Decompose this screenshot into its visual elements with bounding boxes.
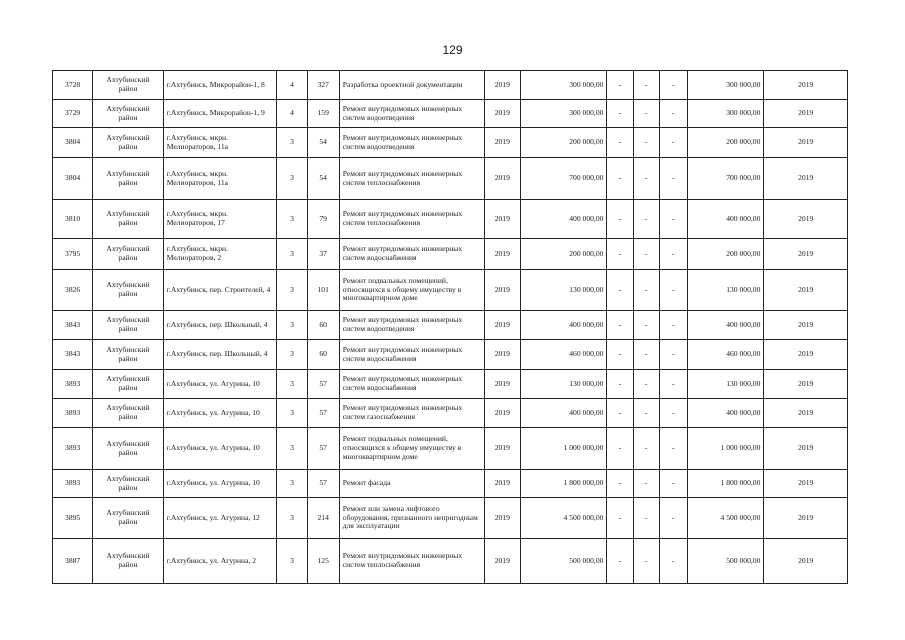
funding-a-cell: - bbox=[607, 158, 633, 200]
table-row bbox=[53, 71, 848, 100]
funding-b-cell: - bbox=[633, 428, 659, 470]
total-cost-cell: 1 800 000,00 bbox=[687, 470, 763, 498]
table-row bbox=[53, 311, 848, 340]
apartments-cell: 327 bbox=[307, 71, 339, 100]
table-row bbox=[53, 270, 848, 311]
table-row bbox=[53, 158, 848, 200]
cost-cell: 400 000,00 bbox=[520, 200, 607, 239]
work-type-cell: Ремонт внутридомовых инженерных систем водоснабжения bbox=[339, 239, 484, 270]
district-cell: Ахтубинский район bbox=[93, 71, 163, 100]
completion-year-cell: 2019 bbox=[764, 539, 848, 584]
funding-c-cell: - bbox=[659, 158, 687, 200]
district-cell: Ахтубинский район bbox=[93, 470, 163, 498]
apartments-cell: 125 bbox=[307, 539, 339, 584]
completion-year-cell: 2019 bbox=[764, 270, 848, 311]
total-cost-cell: 500 000,00 bbox=[687, 539, 763, 584]
completion-year-cell: 2019 bbox=[764, 71, 848, 100]
cost-cell: 300 000,00 bbox=[520, 100, 607, 128]
funding-b-cell: - bbox=[633, 470, 659, 498]
completion-year-cell: 2019 bbox=[764, 239, 848, 270]
apartments-cell: 57 bbox=[307, 428, 339, 470]
funding-a-cell: - bbox=[607, 128, 633, 158]
table-row bbox=[53, 428, 848, 470]
cost-cell: 200 000,00 bbox=[520, 128, 607, 158]
address-cell: г.Ахтубинск, пер. Строителей, 4 bbox=[163, 270, 277, 311]
work-type-cell: Ремонт внутридомовых инженерных систем теплоснабжения bbox=[339, 158, 484, 200]
funding-b-cell: - bbox=[633, 370, 659, 399]
row-id-cell: 3887 bbox=[53, 539, 93, 584]
row-id-cell: 3826 bbox=[53, 270, 93, 311]
table-row bbox=[53, 128, 848, 158]
district-cell: Ахтубинский район bbox=[93, 100, 163, 128]
year-cell: 2019 bbox=[484, 200, 520, 239]
apartments-cell: 101 bbox=[307, 270, 339, 311]
funding-a-cell: - bbox=[607, 340, 633, 370]
row-id-cell: 3893 bbox=[53, 428, 93, 470]
total-cost-cell: 400 000,00 bbox=[687, 200, 763, 239]
funding-a-cell: - bbox=[607, 200, 633, 239]
completion-year-cell: 2019 bbox=[764, 158, 848, 200]
address-cell: г.Ахтубинск, Микрорайон-1, 8 bbox=[163, 71, 277, 100]
work-type-cell: Ремонт внутридомовых инженерных систем водоотведения bbox=[339, 128, 484, 158]
work-type-cell: Разработка проектной документации bbox=[339, 71, 484, 100]
year-cell: 2019 bbox=[484, 158, 520, 200]
apartments-cell: 79 bbox=[307, 200, 339, 239]
address-cell: г.Ахтубинск, мкрн. Мелиораторов, 11а bbox=[163, 158, 277, 200]
table-row bbox=[53, 399, 848, 428]
funding-c-cell: - bbox=[659, 498, 687, 539]
apartments-cell: 54 bbox=[307, 128, 339, 158]
table-row bbox=[53, 539, 848, 584]
funding-b-cell: - bbox=[633, 158, 659, 200]
address-cell: г.Ахтубинск, ул. Агурина, 2 bbox=[163, 539, 277, 584]
year-cell: 2019 bbox=[484, 311, 520, 340]
address-cell: г.Ахтубинск, пер. Школьный, 4 bbox=[163, 311, 277, 340]
address-cell: г.Ахтубинск, ул. Агурина, 10 bbox=[163, 470, 277, 498]
table-row bbox=[53, 340, 848, 370]
district-cell: Ахтубинский район bbox=[93, 200, 163, 239]
total-cost-cell: 1 000 000,00 bbox=[687, 428, 763, 470]
total-cost-cell: 200 000,00 bbox=[687, 128, 763, 158]
floors-cell: 3 bbox=[277, 158, 307, 200]
district-cell: Ахтубинский район bbox=[93, 311, 163, 340]
year-cell: 2019 bbox=[484, 470, 520, 498]
row-id-cell: 3895 bbox=[53, 498, 93, 539]
year-cell: 2019 bbox=[484, 71, 520, 100]
work-type-cell: Ремонт внутридомовых инженерных систем водоотведения bbox=[339, 311, 484, 340]
year-cell: 2019 bbox=[484, 128, 520, 158]
table-row bbox=[53, 370, 848, 399]
district-cell: Ахтубинский район bbox=[93, 340, 163, 370]
floors-cell: 3 bbox=[277, 498, 307, 539]
table-row bbox=[53, 470, 848, 498]
completion-year-cell: 2019 bbox=[764, 100, 848, 128]
repair-program-table bbox=[52, 70, 848, 584]
district-cell: Ахтубинский район bbox=[93, 539, 163, 584]
completion-year-cell: 2019 bbox=[764, 498, 848, 539]
row-id-cell: 3843 bbox=[53, 340, 93, 370]
address-cell: г.Ахтубинск, Микрорайон-1, 9 bbox=[163, 100, 277, 128]
completion-year-cell: 2019 bbox=[764, 428, 848, 470]
total-cost-cell: 130 000,00 bbox=[687, 270, 763, 311]
total-cost-cell: 300 000,00 bbox=[687, 100, 763, 128]
row-id-cell: 3843 bbox=[53, 311, 93, 340]
district-cell: Ахтубинский район bbox=[93, 370, 163, 399]
funding-a-cell: - bbox=[607, 270, 633, 311]
funding-b-cell: - bbox=[633, 270, 659, 311]
apartments-cell: 37 bbox=[307, 239, 339, 270]
row-id-cell: 3893 bbox=[53, 370, 93, 399]
address-cell: г.Ахтубинск, ул. Агурина, 10 bbox=[163, 399, 277, 428]
floors-cell: 4 bbox=[277, 100, 307, 128]
cost-cell: 130 000,00 bbox=[520, 370, 607, 399]
floors-cell: 3 bbox=[277, 340, 307, 370]
apartments-cell: 57 bbox=[307, 470, 339, 498]
funding-a-cell: - bbox=[607, 399, 633, 428]
apartments-cell: 57 bbox=[307, 399, 339, 428]
district-cell: Ахтубинский район bbox=[93, 158, 163, 200]
funding-c-cell: - bbox=[659, 399, 687, 428]
year-cell: 2019 bbox=[484, 239, 520, 270]
completion-year-cell: 2019 bbox=[764, 340, 848, 370]
apartments-cell: 54 bbox=[307, 158, 339, 200]
cost-cell: 400 000,00 bbox=[520, 399, 607, 428]
funding-b-cell: - bbox=[633, 71, 659, 100]
funding-b-cell: - bbox=[633, 100, 659, 128]
total-cost-cell: 460 000,00 bbox=[687, 340, 763, 370]
address-cell: г.Ахтубинск, ул. Агурина, 12 bbox=[163, 498, 277, 539]
floors-cell: 3 bbox=[277, 470, 307, 498]
year-cell: 2019 bbox=[484, 498, 520, 539]
funding-b-cell: - bbox=[633, 311, 659, 340]
floors-cell: 3 bbox=[277, 428, 307, 470]
row-id-cell: 3729 bbox=[53, 100, 93, 128]
cost-cell: 400 000,00 bbox=[520, 311, 607, 340]
funding-c-cell: - bbox=[659, 71, 687, 100]
completion-year-cell: 2019 bbox=[764, 311, 848, 340]
work-type-cell: Ремонт или замена лифтового оборудования, признанного непригодным для эксплуатации bbox=[339, 498, 484, 539]
funding-c-cell: - bbox=[659, 311, 687, 340]
funding-c-cell: - bbox=[659, 128, 687, 158]
address-cell: г.Ахтубинск, мкрн. Мелиораторов, 2 bbox=[163, 239, 277, 270]
address-cell: г.Ахтубинск, мкрн. Мелиораторов, 11а bbox=[163, 128, 277, 158]
floors-cell: 3 bbox=[277, 399, 307, 428]
funding-b-cell: - bbox=[633, 340, 659, 370]
total-cost-cell: 200 000,00 bbox=[687, 239, 763, 270]
district-cell: Ахтубинский район bbox=[93, 270, 163, 311]
total-cost-cell: 300 000,00 bbox=[687, 71, 763, 100]
funding-a-cell: - bbox=[607, 100, 633, 128]
funding-c-cell: - bbox=[659, 200, 687, 239]
funding-c-cell: - bbox=[659, 100, 687, 128]
table-row bbox=[53, 100, 848, 128]
floors-cell: 3 bbox=[277, 239, 307, 270]
work-type-cell: Ремонт внутридомовых инженерных систем водоотведения bbox=[339, 100, 484, 128]
funding-c-cell: - bbox=[659, 239, 687, 270]
floors-cell: 3 bbox=[277, 370, 307, 399]
address-cell: г.Ахтубинск, пер. Школьный, 4 bbox=[163, 340, 277, 370]
apartments-cell: 60 bbox=[307, 340, 339, 370]
funding-a-cell: - bbox=[607, 498, 633, 539]
total-cost-cell: 400 000,00 bbox=[687, 311, 763, 340]
work-type-cell: Ремонт внутридомовых инженерных систем газоснабжения bbox=[339, 399, 484, 428]
district-cell: Ахтубинский район bbox=[93, 498, 163, 539]
row-id-cell: 3804 bbox=[53, 158, 93, 200]
funding-a-cell: - bbox=[607, 71, 633, 100]
funding-c-cell: - bbox=[659, 370, 687, 399]
funding-c-cell: - bbox=[659, 470, 687, 498]
cost-cell: 130 000,00 bbox=[520, 270, 607, 311]
completion-year-cell: 2019 bbox=[764, 370, 848, 399]
work-type-cell: Ремонт внутридомовых инженерных систем теплоснабжения bbox=[339, 200, 484, 239]
district-cell: Ахтубинский район bbox=[93, 128, 163, 158]
cost-cell: 300 000,00 bbox=[520, 71, 607, 100]
row-id-cell: 3893 bbox=[53, 470, 93, 498]
funding-c-cell: - bbox=[659, 428, 687, 470]
cost-cell: 1 800 000,00 bbox=[520, 470, 607, 498]
completion-year-cell: 2019 bbox=[764, 470, 848, 498]
funding-b-cell: - bbox=[633, 498, 659, 539]
table-row bbox=[53, 200, 848, 239]
year-cell: 2019 bbox=[484, 270, 520, 311]
year-cell: 2019 bbox=[484, 399, 520, 428]
funding-c-cell: - bbox=[659, 539, 687, 584]
work-type-cell: Ремонт подвальных помещений, относящихся к общему имуществу в многоквартирном доме bbox=[339, 428, 484, 470]
floors-cell: 3 bbox=[277, 128, 307, 158]
funding-b-cell: - bbox=[633, 128, 659, 158]
floors-cell: 4 bbox=[277, 71, 307, 100]
funding-b-cell: - bbox=[633, 239, 659, 270]
total-cost-cell: 4 500 000,00 bbox=[687, 498, 763, 539]
row-id-cell: 3795 bbox=[53, 239, 93, 270]
apartments-cell: 57 bbox=[307, 370, 339, 399]
work-type-cell: Ремонт внутридомовых инженерных систем водоснабжения bbox=[339, 340, 484, 370]
table-row bbox=[53, 239, 848, 270]
floors-cell: 3 bbox=[277, 200, 307, 239]
row-id-cell: 3728 bbox=[53, 71, 93, 100]
funding-a-cell: - bbox=[607, 470, 633, 498]
completion-year-cell: 2019 bbox=[764, 128, 848, 158]
work-type-cell: Ремонт фасада bbox=[339, 470, 484, 498]
year-cell: 2019 bbox=[484, 370, 520, 399]
funding-a-cell: - bbox=[607, 428, 633, 470]
floors-cell: 3 bbox=[277, 539, 307, 584]
year-cell: 2019 bbox=[484, 340, 520, 370]
district-cell: Ахтубинский район bbox=[93, 399, 163, 428]
page-number: 129 bbox=[442, 43, 463, 57]
funding-b-cell: - bbox=[633, 399, 659, 428]
funding-b-cell: - bbox=[633, 200, 659, 239]
address-cell: г.Ахтубинск, ул. Агурина, 10 bbox=[163, 370, 277, 399]
apartments-cell: 214 bbox=[307, 498, 339, 539]
apartments-cell: 60 bbox=[307, 311, 339, 340]
completion-year-cell: 2019 bbox=[764, 200, 848, 239]
row-id-cell: 3810 bbox=[53, 200, 93, 239]
cost-cell: 500 000,00 bbox=[520, 539, 607, 584]
cost-cell: 1 000 000,00 bbox=[520, 428, 607, 470]
district-cell: Ахтубинский район bbox=[93, 428, 163, 470]
funding-a-cell: - bbox=[607, 539, 633, 584]
funding-a-cell: - bbox=[607, 239, 633, 270]
total-cost-cell: 130 000,00 bbox=[687, 370, 763, 399]
floors-cell: 3 bbox=[277, 270, 307, 311]
work-type-cell: Ремонт подвальных помещений, относящихся к общему имуществу в многоквартирном доме bbox=[339, 270, 484, 311]
row-id-cell: 3804 bbox=[53, 128, 93, 158]
row-id-cell: 3893 bbox=[53, 399, 93, 428]
total-cost-cell: 400 000,00 bbox=[687, 399, 763, 428]
total-cost-cell: 700 000,00 bbox=[687, 158, 763, 200]
funding-b-cell: - bbox=[633, 539, 659, 584]
year-cell: 2019 bbox=[484, 428, 520, 470]
funding-a-cell: - bbox=[607, 370, 633, 399]
funding-a-cell: - bbox=[607, 311, 633, 340]
work-type-cell: Ремонт внутридомовых инженерных систем теплоснабжения bbox=[339, 539, 484, 584]
cost-cell: 200 000,00 bbox=[520, 239, 607, 270]
district-cell: Ахтубинский район bbox=[93, 239, 163, 270]
cost-cell: 460 000,00 bbox=[520, 340, 607, 370]
completion-year-cell: 2019 bbox=[764, 399, 848, 428]
table-row bbox=[53, 498, 848, 539]
floors-cell: 3 bbox=[277, 311, 307, 340]
cost-cell: 4 500 000,00 bbox=[520, 498, 607, 539]
year-cell: 2019 bbox=[484, 539, 520, 584]
funding-c-cell: - bbox=[659, 270, 687, 311]
work-type-cell: Ремонт внутридомовых инженерных систем водоснабжения bbox=[339, 370, 484, 399]
year-cell: 2019 bbox=[484, 100, 520, 128]
address-cell: г.Ахтубинск, мкрн. Мелиораторов, 17 bbox=[163, 200, 277, 239]
cost-cell: 700 000,00 bbox=[520, 158, 607, 200]
apartments-cell: 159 bbox=[307, 100, 339, 128]
funding-c-cell: - bbox=[659, 340, 687, 370]
address-cell: г.Ахтубинск, ул. Агурина, 10 bbox=[163, 428, 277, 470]
